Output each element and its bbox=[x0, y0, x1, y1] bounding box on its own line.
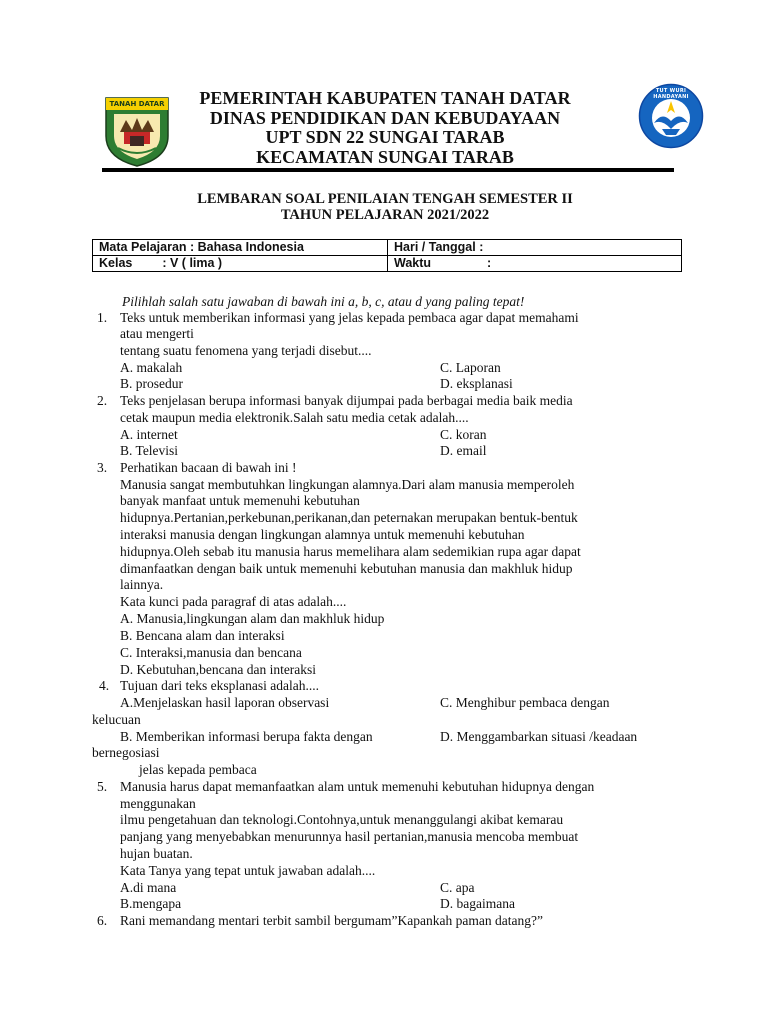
q4-number: 4. bbox=[99, 678, 110, 693]
q4-option-c-cont: kelucuan bbox=[92, 712, 141, 727]
q4-text-1: Tujuan dari teks eksplanasi adalah.... bbox=[120, 678, 319, 693]
q1-option-a: A. makalah bbox=[120, 360, 183, 375]
exam-title: LEMBARAN SOAL PENILAIAN TENGAH SEMESTER II bbox=[197, 191, 573, 207]
q3-number: 3. bbox=[97, 460, 108, 475]
time-value: : bbox=[487, 256, 492, 270]
q5-text-2: menggunakan bbox=[120, 796, 196, 811]
q4-option-d: D. Menggambarkan situasi /keadaan bbox=[440, 729, 638, 744]
q5-option-b: B.mengapa bbox=[120, 896, 182, 911]
q3-passage-3: hidupnya.Pertanian,perkebunan,perikanan,dan peternakan merupakan bentuk-bentuk bbox=[120, 510, 578, 525]
header-line-3: UPT SDN 22 SUNGAI TARAB bbox=[265, 127, 505, 147]
q3-text-1: Perhatikan bacaan di bawah ini ! bbox=[120, 460, 297, 475]
q5-question: Kata Tanya yang tepat untuk jawaban adalah.... bbox=[120, 863, 376, 878]
class-value: : V ( lima ) bbox=[162, 256, 223, 270]
q1-text-2: atau mengerti bbox=[120, 326, 194, 341]
exam-year: TAHUN PELAJARAN 2021/2022 bbox=[280, 207, 490, 223]
q4-option-c: C. Menghibur pembaca dengan bbox=[440, 695, 610, 710]
q1-text-3: tentang suatu fenomena yang terjadi disebut.... bbox=[120, 343, 372, 358]
q1-option-c: C. Laporan bbox=[440, 360, 501, 375]
q1-option-d: D. eksplanasi bbox=[440, 376, 513, 391]
q5-option-d: D. bagaimana bbox=[440, 896, 515, 911]
q2-option-b: B. Televisi bbox=[120, 443, 179, 458]
right-logo-text: TUT WURI HANDAYANI bbox=[653, 88, 689, 100]
q2-option-d: D. email bbox=[440, 443, 487, 458]
q3-option-b: B. Bencana alam dan interaksi bbox=[120, 628, 285, 643]
q6-number: 6. bbox=[97, 913, 108, 928]
q3-passage-6: dimanfaatkan dengan baik untuk memenuhi kebutuhan manusia dan makhluk hidup bbox=[120, 561, 573, 576]
instruction: Pilihlah salah satu jawaban di bawah ini a, b, c, atau d yang paling tepat! bbox=[122, 294, 525, 309]
header-divider-thick bbox=[102, 168, 674, 172]
q2-text-1: Teks penjelasan berupa informasi banyak dijumpai pada berbagai media baik media bbox=[120, 393, 573, 408]
time-cell bbox=[388, 256, 682, 272]
q4-option-d-cont: bernegosiasi bbox=[92, 745, 160, 760]
q5-text-5: hujan buatan. bbox=[120, 846, 193, 861]
q5-text-1: Manusia harus dapat memanfaatkan alam untuk memenuhi kebutuhan hidupnya dengan bbox=[120, 779, 595, 794]
q4-option-b-cont: jelas kepada pembaca bbox=[139, 762, 257, 777]
q6-text-1: Rani memandang mentari terbit sambil bergumam”Kapankah paman datang?” bbox=[120, 913, 543, 928]
q3-passage-5: hidupnya.Oleh sebab itu manusia harus memelihara alam sedemikian rupa agar dapat bbox=[120, 544, 581, 559]
exam-info-table bbox=[92, 239, 682, 272]
q5-option-a: A.di mana bbox=[120, 880, 177, 895]
q3-option-c: C. Interaksi,manusia dan bencana bbox=[120, 645, 302, 660]
header-line-2: DINAS PENDIDIKAN DAN KEBUDAYAAN bbox=[209, 108, 561, 128]
q2-option-a: A. internet bbox=[120, 427, 178, 442]
info-row bbox=[93, 256, 682, 272]
time-label: Waktu bbox=[394, 256, 432, 270]
q3-question: Kata kunci pada paragraf di atas adalah.... bbox=[120, 594, 347, 609]
q4-option-a: A.Menjelaskan hasil laporan observasi bbox=[120, 695, 330, 710]
class-cell bbox=[93, 256, 388, 272]
q3-passage-7: lainnya. bbox=[120, 577, 164, 592]
header-line-4: KECAMATAN SUNGAI TARAB bbox=[256, 147, 514, 167]
q5-text-3: ilmu pengetahuan dan teknologi.Contohnya,untuk menanggulangi akibat kemarau bbox=[120, 812, 564, 827]
q3-option-a: A. Manusia,lingkungan alam dan makhluk hidup bbox=[120, 611, 385, 626]
q3-passage-4: interaksi manusia dengan lingkungan alamnya untuk memenuhi kebutuhan bbox=[120, 527, 525, 542]
q5-option-c: C. apa bbox=[440, 880, 475, 895]
info-row bbox=[93, 240, 682, 256]
q2-option-c: C. koran bbox=[440, 427, 487, 442]
tut-wuri-handayani-logo bbox=[638, 83, 704, 149]
q5-text-4: panjang yang menyebabkan menurunnya hasil pertanian,manusia mencoba membuat bbox=[120, 829, 579, 844]
class-label: Kelas bbox=[99, 256, 133, 270]
q2-text-2: cetak maupun media elektronik.Salah satu media cetak adalah.... bbox=[120, 410, 469, 425]
subject-cell: Mata Pelajaran : Bahasa Indonesia bbox=[93, 240, 388, 256]
left-logo-text: TANAH DATAR bbox=[109, 100, 165, 108]
q5-number: 5. bbox=[97, 779, 108, 794]
q3-option-d: D. Kebutuhan,bencana dan interaksi bbox=[120, 662, 317, 677]
q3-passage-2: banyak manfaat untuk memenuhi kebutuhan bbox=[120, 493, 360, 508]
q1-number: 1. bbox=[97, 310, 108, 325]
header-line-1: PEMERINTAH KABUPATEN TANAH DATAR bbox=[199, 88, 571, 108]
q1-option-b: B. prosedur bbox=[120, 376, 183, 391]
q2-number: 2. bbox=[97, 393, 108, 408]
q4-option-b: B. Memberikan informasi berupa fakta dengan bbox=[120, 729, 373, 744]
q3-passage-1: Manusia sangat membutuhkan lingkungan alamnya.Dari alam manusia memperoleh bbox=[120, 477, 575, 492]
date-cell: Hari / Tanggal : bbox=[388, 240, 682, 256]
q1-text-1: Teks untuk memberikan informasi yang jelas kepada pembaca agar dapat memahami bbox=[120, 310, 579, 325]
